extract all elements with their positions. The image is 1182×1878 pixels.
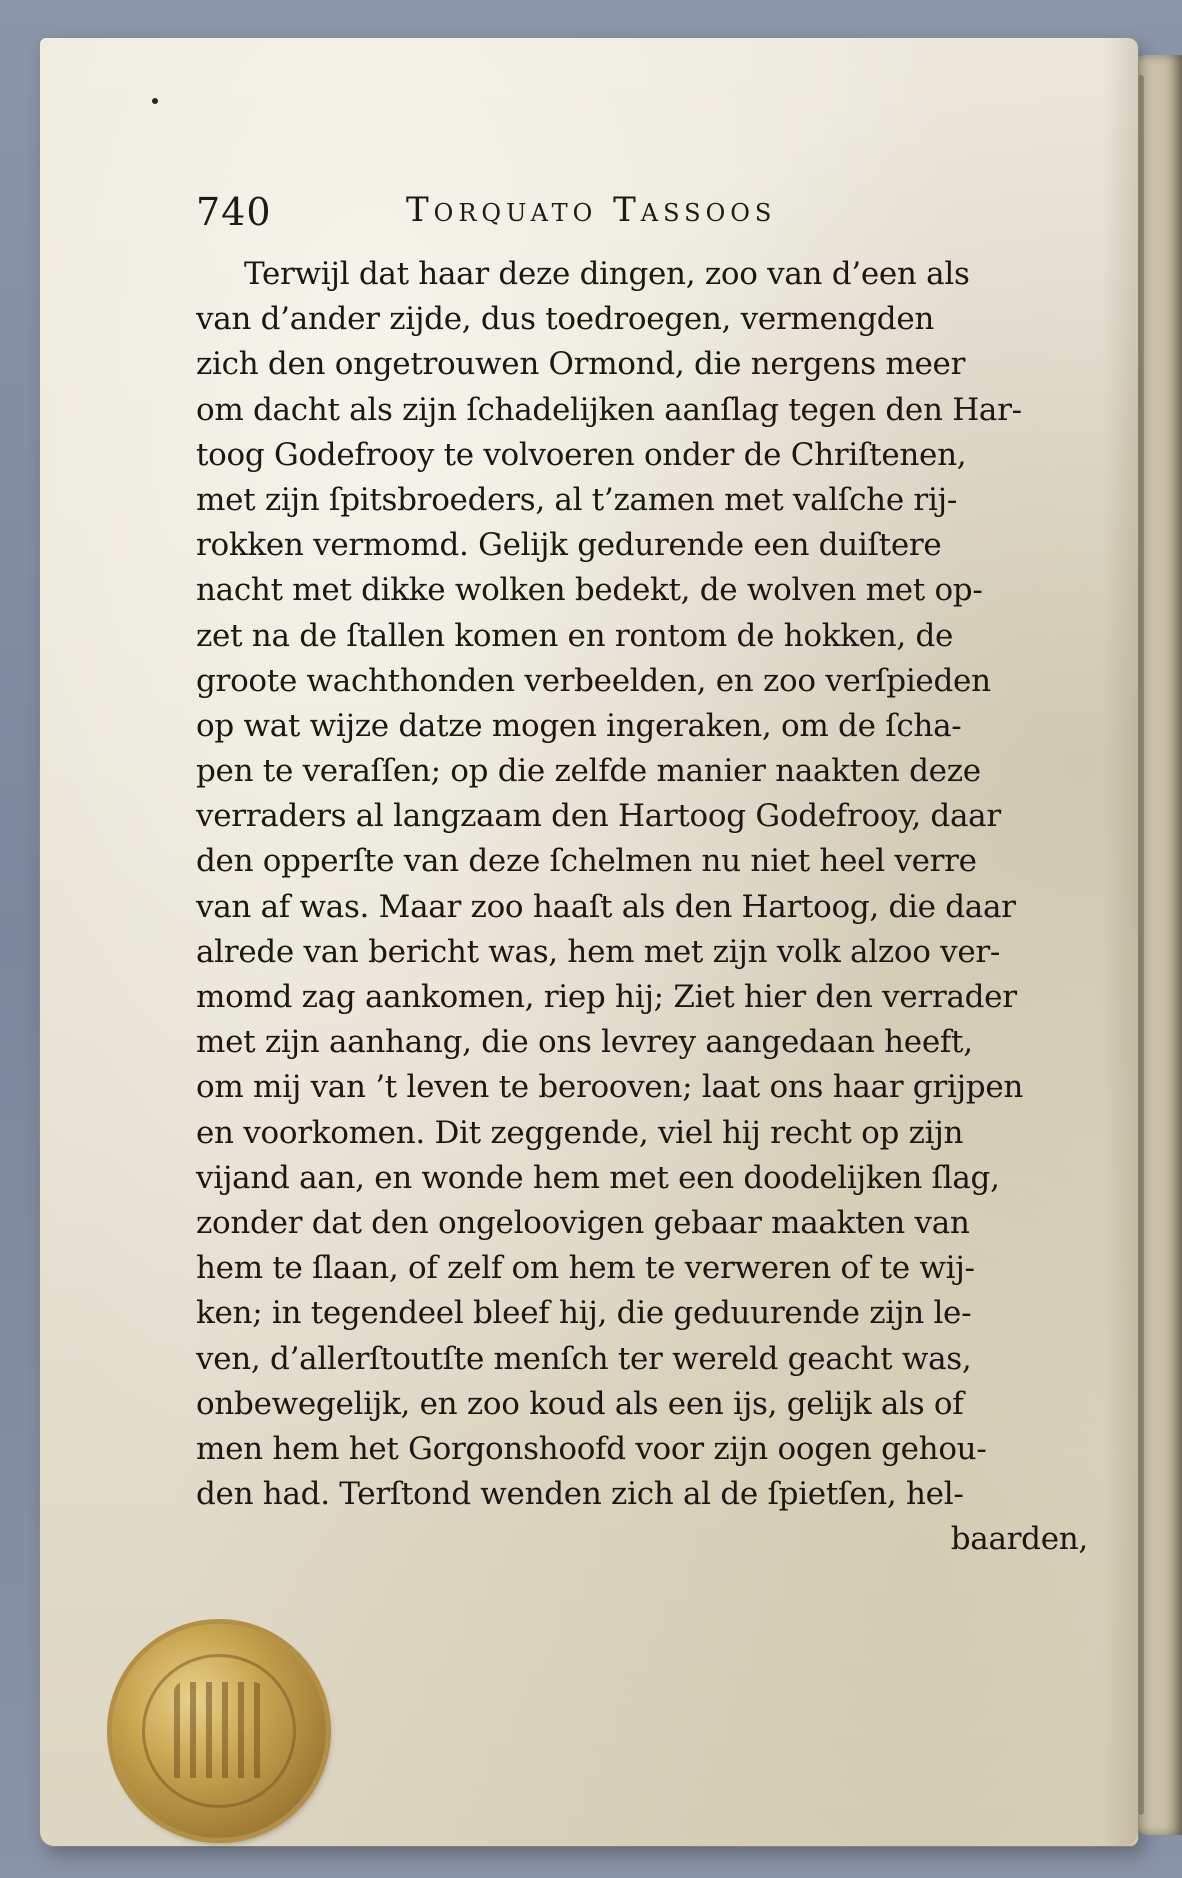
ink-speck xyxy=(152,98,158,104)
text-line: onbewegelijk, en zoo koud als een ijs, gelijk als of xyxy=(196,1385,964,1422)
text-line: groote wachthonden verbeelden, en zoo verſpieden xyxy=(196,662,991,699)
text-line: Terwijl dat haar deze dingen, zoo van d’een als xyxy=(244,256,970,292)
coin-object xyxy=(112,1624,326,1838)
body-text xyxy=(196,252,1088,1562)
text-line: zich den ongetrouwen Ormond, die nergens meer xyxy=(196,346,966,383)
page-edge-shadow xyxy=(1102,38,1138,1846)
text-line: rokken vermomd. Gelijk gedurende een duiſtere xyxy=(196,527,942,564)
running-title: Torquato Tassoos xyxy=(406,190,777,230)
text-line: met zijn ſpitsbroeders, al t’zamen met valſche rij- xyxy=(196,481,958,518)
text-line: verraders al langzaam den Hartoog Godefrooy, daar xyxy=(196,798,1001,835)
page-header xyxy=(196,190,1076,240)
text-line: zonder dat den ongeloovigen gebaar maakten van xyxy=(196,1204,970,1241)
text-line: van d’ander zijde, dus toedroegen, vermengden xyxy=(196,301,935,338)
coin-gate-emblem xyxy=(174,1682,264,1778)
text-line: den had. Terſtond wenden zich al de ſpietſen, hel- xyxy=(196,1476,964,1513)
text-line: men hem het Gorgonshoofd voor zijn oogen gehou- xyxy=(196,1430,987,1467)
text-line: nacht met dikke wolken bedekt, de wolven met op- xyxy=(196,572,983,609)
text-line: pen te veraſſen; op die zelfde manier naakten deze xyxy=(196,753,981,790)
text-line: hem te ſlaan, of zelf om hem te verweren of te wij- xyxy=(196,1250,975,1287)
text-line: en voorkomen. Dit zeggende, viel hij recht op zijn xyxy=(196,1114,964,1151)
text-line: momd zag aankomen, riep hij; Ziet hier den verrader xyxy=(196,979,1017,1015)
text-line: van af was. Maar zoo haaſt als den Hartoog, die daar xyxy=(196,888,1016,925)
text-line: om dacht als zijn ſchadelijken aanſlag tegen den Har- xyxy=(196,391,1022,428)
text-line: op wat wijze datze mogen ingeraken, om de ſcha- xyxy=(196,707,962,744)
text-line: vijand aan, en wonde hem met een doodelijken ſlag, xyxy=(196,1159,1000,1196)
text-line: alrede van bericht was, hem met zijn volk alzoo ver- xyxy=(196,933,1001,970)
text-line: zet na de ſtallen komen en rontom de hokken, de xyxy=(196,617,954,654)
text-line: om mij van ’t leven te berooven; laat ons haar grijpen xyxy=(196,1069,1024,1106)
text-line: den opperſte van deze ſchelmen nu niet heel verre xyxy=(196,843,977,880)
text-line: ven, d’allerſtoutſte menſch ter wereld geacht was, xyxy=(196,1340,972,1377)
text-line: met zijn aanhang, die ons levrey aangedaan heeft, xyxy=(196,1024,973,1061)
text-line: ken; in tegendeel bleef hij, die geduurende zijn le- xyxy=(196,1295,972,1332)
page-number: 740 xyxy=(196,190,272,234)
catchword: baarden, xyxy=(950,1521,1088,1558)
text-line: toog Godefrooy te volvoeren onder de Chriſtenen, xyxy=(196,436,967,473)
page-fold xyxy=(1138,75,1144,1815)
